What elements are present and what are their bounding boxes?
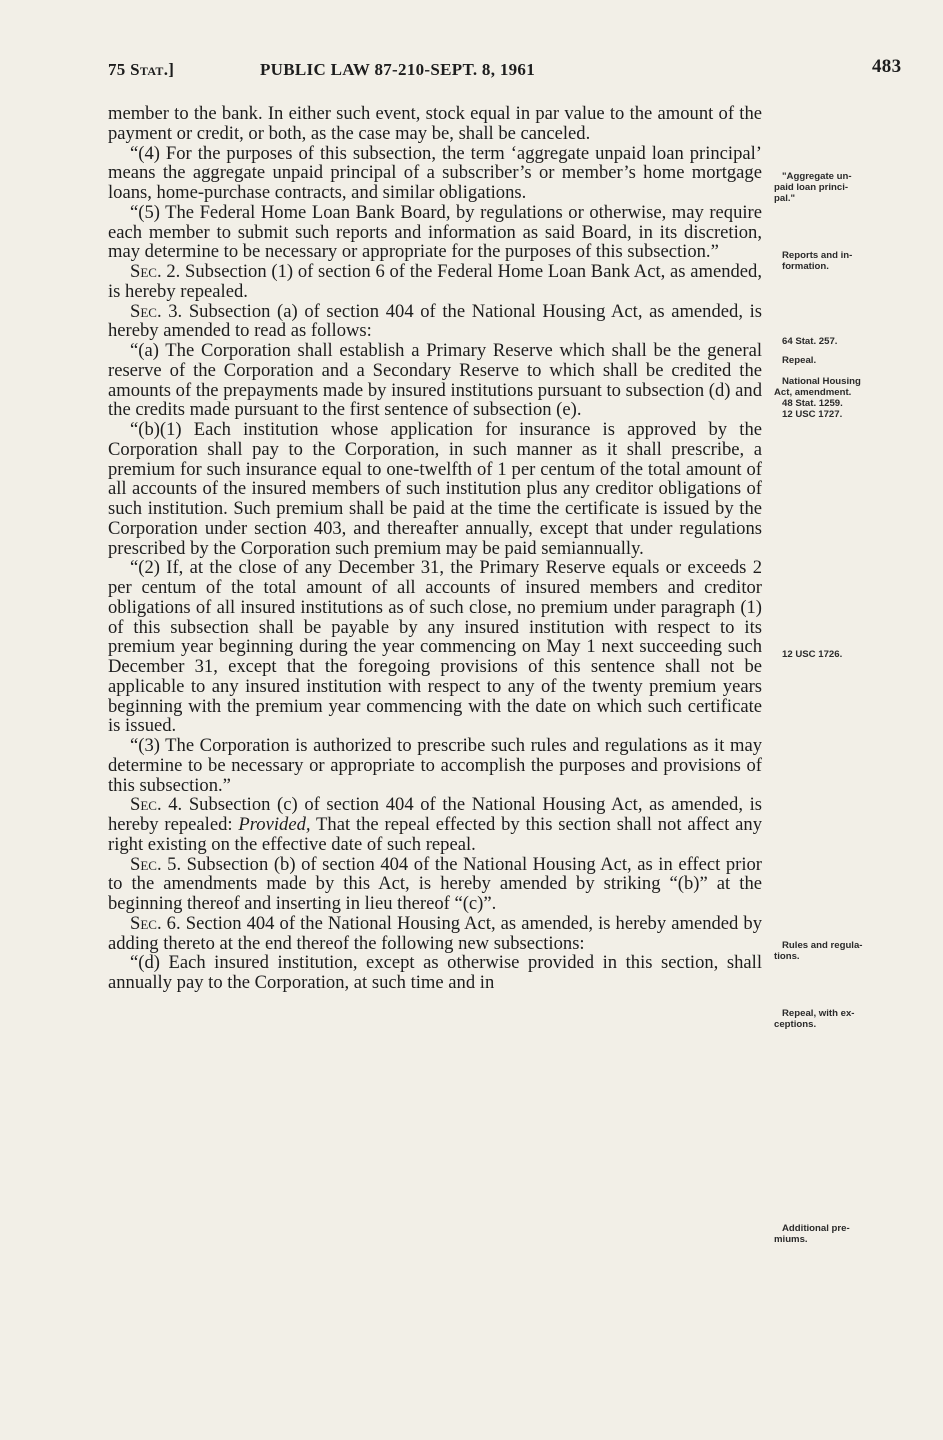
margin-note-64-stat: 64 Stat. 257. [782, 336, 838, 347]
paragraph-continuation: member to the bank. In either such event, stock equal in par value to the amount of the payment or credit, or both, as the case may be, shall be canceled. [108, 103, 762, 144]
section-6-label: Sec. 6. [130, 912, 181, 934]
section-6-text: Section 404 of the National Housing Act, as amended, is hereby amended by adding thereto at the end thereof the following new subsections: [108, 912, 763, 954]
section-2 [108, 262, 762, 302]
margin-note-additional-premiums: Additional pre- miums. [774, 1223, 850, 1245]
section-5-label: Sec. 5. [130, 853, 182, 875]
subsection-d: “(d) Each insured institution, except as otherwise provided in this section, shall annually pay to the Corporation, at such time and in [108, 952, 762, 993]
section-2-label: Sec. 2. [130, 261, 181, 282]
provided-proviso: Provided, [238, 814, 311, 835]
volume-reference: 75 Stat.] [108, 60, 175, 79]
section-3 [108, 302, 762, 342]
section-6 [108, 914, 762, 954]
paragraph-5: “(5) The Federal Home Loan Bank Board, by regulations or otherwise, may require each member to submit such reports and information as said Board, in its discretion, may determine to be necessary or appropriate for the purposes of this subsection.” [108, 201, 762, 263]
margin-note-12-usc-1726: 12 USC 1726. [782, 649, 843, 660]
page-number: 483 [872, 56, 902, 77]
margin-note-nha-amendment: National Housing Act, amendment. 48 Stat. 1259. 12 USC 1727. [774, 376, 861, 420]
statute-text [108, 104, 762, 993]
page-header [108, 56, 908, 90]
subsection-b3: “(3) The Corporation is authorized to prescribe such rules and regulations as it may determine to be necessary or appropriate to accomplish the purposes and provisions of this subsection.” [108, 735, 762, 796]
margin-note-reports: Reports and in- formation. [782, 250, 853, 272]
section-3-label: Sec. 3. [130, 300, 183, 322]
section-4 [108, 795, 762, 854]
subsection-b2: “(2) If, at the close of any December 31, the Primary Reserve equals or exceeds 2 per centum of the total amount of all accounts of insured members and creditor obligations of all insured institutions as of such close, no premium under paragraph (1) of this subsection shall be payable by any insured institution with respect to its premium year beginning during the year commencing on May 1 next succeeding such December 31, except that the foregoing provisions of this sentence shall not be applicable to any insured institution with respect to any of the twenty premium years beginning with the premium year commencing with the date on which such certificate is issued. [108, 557, 762, 737]
margin-note-repeal-exceptions: Repeal, with ex- ceptions. [774, 1008, 855, 1030]
margin-note-repeal: Repeal. [782, 355, 817, 366]
subsection-a: “(a) The Corporation shall establish a Primary Reserve which shall be the general reserve of the Corporation and a Secondary Reserve to which shall be credited the amounts of the prepayments made by insured institutions pursuant to subsection (d) and the credits made pursuant to the first sentence of subsection (e). [108, 340, 762, 421]
subsection-b1: “(b)(1) Each institution whose application for insurance is approved by the Corporation shall pay to the Corporation, in such manner as it shall prescribe, a premium for such insurance equal to one-twelfth of 1 per centum of the total amount of all accounts of the insured members of such institution plus any creditor obligations of such institution. Such premium shall be paid at the time the certificate is issued by the Corporation under section 403, and thereafter annually, except that under regulations prescribed by the Corporation such premium may be paid semiannually. [108, 419, 762, 559]
margin-note-rules: Rules and regula- tions. [774, 940, 863, 962]
section-4-label: Sec. 4. [130, 794, 183, 816]
section-5 [108, 855, 762, 914]
paragraph-4: “(4) For the purposes of this subsection, the term ‘aggregate unpaid loan principal’ means the aggregate unpaid principal of a subscriber’s or member’s home mortgage loans, home-purchase contracts, and similar obligations. [108, 142, 762, 203]
margin-note-aggregate: "Aggregate un- paid loan princi- pal." [774, 171, 852, 204]
section-3-text: Subsection (a) of section 404 of the National Housing Act, as amended, is hereby amended to read as follows: [108, 300, 763, 342]
section-4-text: Subsection (c) of section 404 of the National Housing Act, as amended, is hereby repealed: [108, 794, 763, 835]
section-4-proviso-text: That the repeal effected by this section shall not affect any right existing on the effective date of such repeal. [108, 814, 762, 855]
law-title: PUBLIC LAW 87-210-SEPT. 8, 1961 [260, 60, 536, 79]
section-5-text: Subsection (b) of section 404 of the National Housing Act, as in effect prior to the amendments made by this Act, is hereby amended by striking “(b)” at the beginning thereof and inserting in lieu thereof “(c)”. [108, 853, 762, 914]
section-2-text: Subsection (1) of section 6 of the Federal Home Loan Bank Act, as amended, is hereby repealed. [108, 261, 762, 302]
